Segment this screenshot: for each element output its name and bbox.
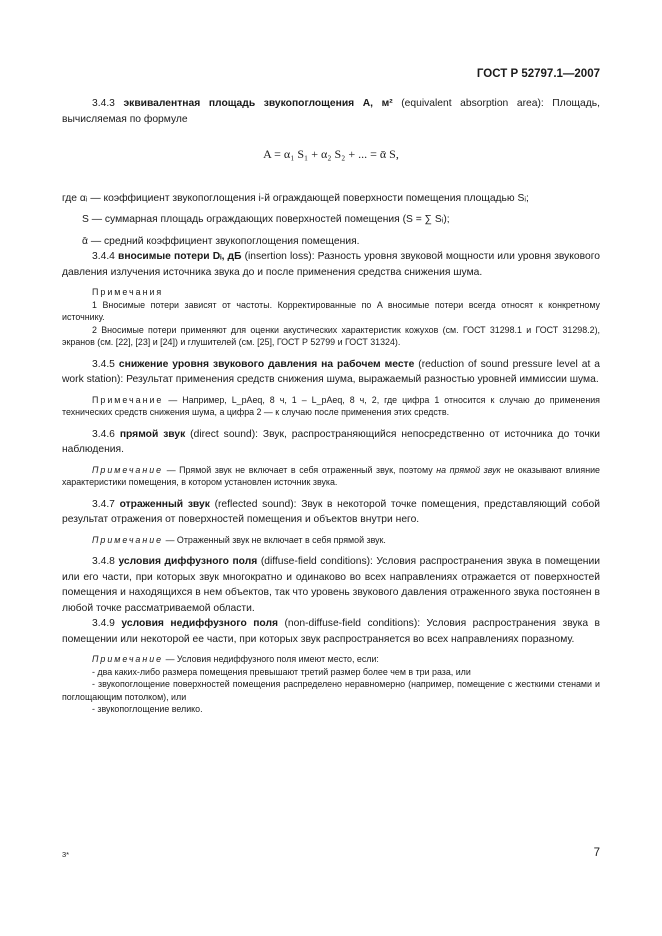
term: эквивалентная площадь звукопоглощения A, м² [123,98,393,109]
definition: (equivalent absorption area): Площадь, вычисляемая по формуле [62,98,600,125]
footer-mark: 3* [62,850,70,859]
section-3-4-3 [62,96,600,127]
section-3-4-8 [62,554,600,616]
note-text: — Например, L_pAeq, 8 ч, 1 – L_pAeq, 8 ч, 2, где цифра 1 относится к случаю до применения технических средств снижения шума, а цифра 2 — к случаю после применения этих средств. [62,394,600,417]
note-text-a: — Прямой звук не включает в себя отраженный звук, поэтому [166,464,433,475]
note-list-item: - два каких-либо размера помещения превышают третий размер более чем в три раза, или [92,666,471,677]
term: прямой звук [119,428,186,440]
note [62,534,600,547]
definition: (direct sound): Звук, распространяющийся непосредственно от источника до точки наблюдения. [62,428,600,455]
definition: (reflected sound): Звук в некоторой точке помещения, представляющий собой результат отражения от поверхностей помещения и объектов внутри него. [62,498,600,525]
section-3-4-5 [62,357,600,388]
section-number: 3.4.6 [92,428,115,440]
note-2: 2 Вносимые потери применяют для оценки акустических характеристик кожухов (см. ГОСТ 31298.1 и ГОСТ 31298.2), экранов (см. [22], [23] и [24]) и глушителей (см. [25], ГОСТ Р 52799 и ГОСТ 31324). [62,324,600,347]
section-number: 3.4.4 [92,251,115,262]
definition: (non-diffuse-field conditions): Условия распространения звука в помещении или некоторой ее части, при которых звук распространяется во всех направлениях поразному. [62,618,600,645]
page-number: 7 [593,847,600,859]
formula-def-alpha: где αᵢ — коэффициент звукопоглощения i-й ограждающей поверхности помещения площадью Sᵢ; [62,192,529,204]
definition: (reduction of sound pressure level at a work station): Результат применения средств снижения шума, выражаемый разностью уровней иммиссии шума. [62,358,600,385]
notes-title: Примечания [92,287,164,297]
note-list-item: - звукопоглощение велико. [92,704,203,714]
note-label: Примечание [92,534,164,545]
note [62,394,600,419]
section-3-4-4 [62,249,600,280]
section-3-4-9 [62,616,600,647]
note-text-italic: на прямой звук [436,464,501,475]
note-1: 1 Вносимые потери зависят от частоты. Корректированные по A вносимые потери всегда относят к конкретному источнику. [62,299,600,322]
section-number: 3.4.7 [92,498,115,510]
note [62,464,600,489]
term: отраженный звук [119,498,210,510]
section-3-4-7 [62,497,600,528]
formula: A = α₁ S₁ + α₂ S₂ + ... = ᾱ S, [263,147,399,161]
note-text: — Условия недиффузного поля имеют место, если: [165,654,379,664]
section-number: 3.4.5 [92,358,115,370]
note-label: Примечание [92,464,164,475]
definition: (diffuse-field conditions): Условия распространения звука в помещении или его части, при которых звук многократно и одинаково во всех направлениях отражается от поверхностей помещения и находящихся в нем объектов, так что уровень звукового давления отраженного звука постоянен в любой точке рассматриваемой области. [62,556,600,614]
note-label: Примечание [92,654,164,664]
term: снижение уровня звукового давления на рабочем месте [118,358,415,370]
section-number: 3.4.3 [92,98,115,109]
section-number: 3.4.9 [92,618,115,629]
document-number: ГОСТ Р 52797.1—2007 [476,68,600,80]
formula-def-mean-alpha: ᾱ — средний коэффициент звукопоглощения помещения. [82,235,360,247]
note-text: — Отраженный звук не включает в себя прямой звук. [165,534,386,545]
page-content [62,96,600,716]
term: условия диффузного поля [118,556,258,567]
note-list-item: - звукопоглощение поверхностей помещения распределено неравномерно (например, помещение с жесткими стенами и поглощающим потолком), или [62,679,600,702]
section-3-4-6 [62,427,600,458]
term: условия недиффузного поля [121,618,279,629]
note [62,653,600,666]
note-label: Примечание [92,394,164,405]
note-text-b: не оказывают влияние характеристики помещения, в котором установлен источник звука. [62,464,600,487]
definition: (insertion loss): Разность уровня звуковой мощности или уровня звукового давления излучения источника звука до и после применения средства снижения шума. [62,251,600,278]
section-number: 3.4.8 [92,556,115,567]
formula-def-s: S — суммарная площадь ограждающих поверхностей помещения (S = ∑ Sᵢ); [82,214,450,225]
term: вносимые потери Dᵢ, дБ [118,251,242,262]
